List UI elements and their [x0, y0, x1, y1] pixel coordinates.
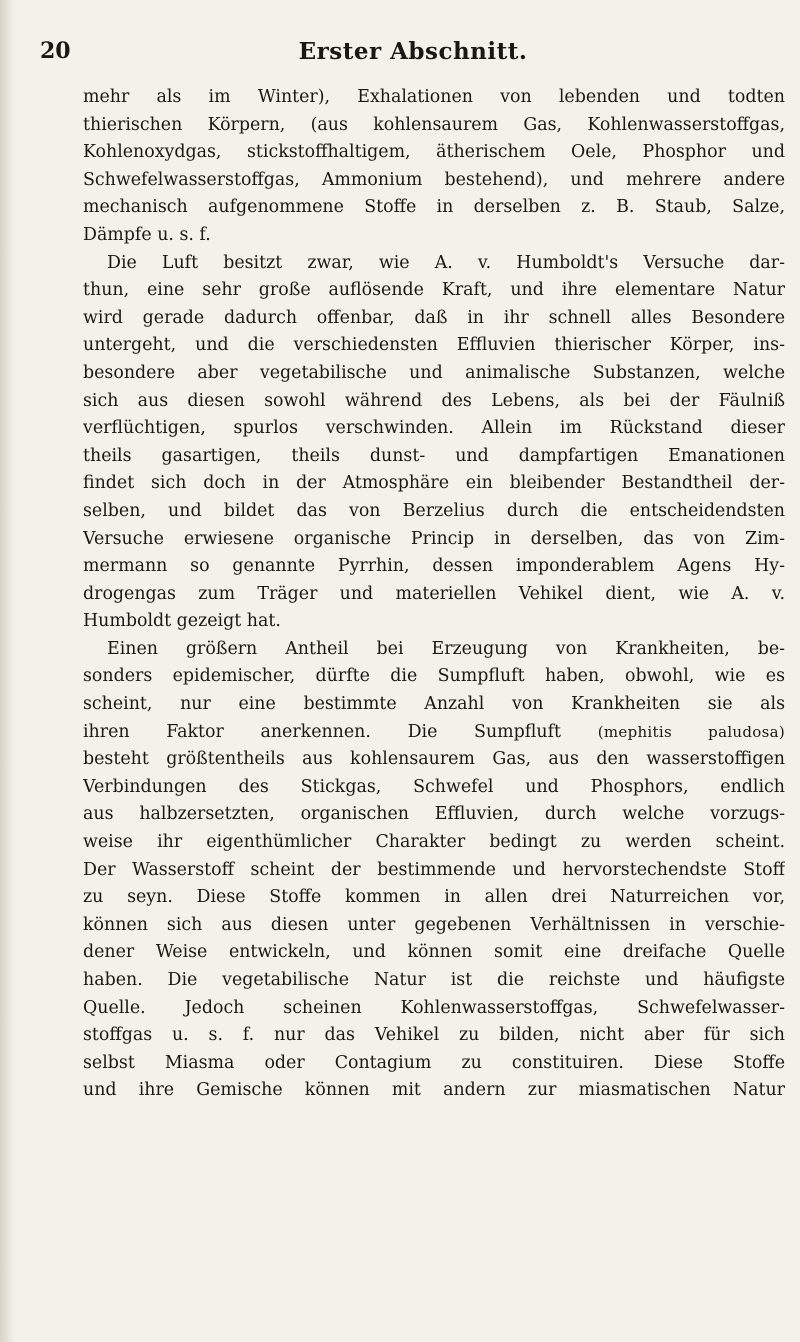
text-line: thierischen Körpern, (aus kohlensaurem Gas, Kohlenwasserstoffgas,	[83, 114, 785, 135]
text-line: Quelle. Jedoch scheinen Kohlenwasserstoffgas, Schwefelwasser-	[83, 997, 785, 1018]
page-number: 20	[40, 38, 71, 64]
text-line: aus halbzersetzten, organischen Effluvien, durch welche vorzugs-	[83, 804, 785, 825]
text-line: Schwefelwasserstoffgas, Ammonium bestehend), und mehrere andere	[83, 169, 785, 190]
running-title: Erster Abschnitt.	[298, 38, 528, 65]
text-line: drogengas zum Träger und materiellen Vehikel dient, wie A. v.	[83, 583, 785, 604]
page-header	[40, 38, 786, 72]
text-line: Versuche erwiesene organische Princip in derselben, das von Zim-	[83, 528, 785, 549]
text-line: Humboldt gezeigt hat.	[83, 611, 281, 632]
text-line: selbst Miasma oder Contagium zu constituiren. Diese Stoffe	[83, 1052, 785, 1073]
page-gutter-shadow	[0, 0, 14, 1342]
text-line-segment: ihren Faktor anerkennen. Die Sumpfluft	[83, 721, 562, 742]
text-line: findet sich doch in der Atmosphäre ein bleibender Bestandtheil der-	[83, 473, 785, 494]
text-line: stoffgas u. s. f. nur das Vehikel zu bilden, nicht aber für sich	[83, 1025, 785, 1046]
text-line: mehr als im Winter), Exhalationen von lebenden und todten	[83, 87, 785, 107]
body-text	[83, 84, 785, 1105]
text-line: thun, eine sehr große auflösende Kraft, und ihre elementare Natur	[83, 280, 785, 301]
text-line: sich aus diesen sowohl während des Lebens, als bei der Fäulniß	[83, 390, 785, 411]
latin-term: (mephitis paludosa)	[597, 722, 785, 741]
text-line: theils gasartigen, theils dunst- und dampfartigen Emanationen	[83, 445, 785, 466]
text-line: selben, und bildet das von Berzelius durch die entscheidendsten	[83, 500, 785, 521]
text-line: weise ihr eigenthümlicher Charakter bedingt zu werden scheint.	[83, 832, 785, 853]
text-line: besteht größtentheils aus kohlensaurem Gas, aus den wasserstoffigen	[83, 749, 785, 770]
text-line: dener Weise entwickeln, und können somit eine dreifache Quelle	[83, 942, 785, 963]
text-line	[83, 719, 785, 747]
text-line: scheint, nur eine bestimmte Anzahl von Krankheiten sie als	[83, 694, 785, 715]
text-line: mechanisch aufgenommene Stoffe in derselben z. B. Staub, Salze,	[83, 197, 785, 218]
text-line: verflüchtigen, spurlos verschwinden. Allein im Rückstand dieser	[83, 418, 785, 439]
text-line: und ihre Gemische können mit andern zur miasmatischen Natur	[83, 1080, 785, 1101]
text-line: Der Wasserstoff scheint der bestimmende und hervorstechendste Stoff	[83, 859, 785, 880]
text-line: haben. Die vegetabilische Natur ist die reichste und häufigste	[83, 970, 785, 990]
text-line: besondere aber vegetabilische und animalische Substanzen, welche	[83, 362, 785, 383]
text-line: sonders epidemischer, dürfte die Sumpfluft haben, obwohl, wie es	[83, 666, 785, 687]
text-line: Kohlenoxydgas, stickstoffhaltigem, ätherischem Oele, Phosphor und	[83, 142, 785, 163]
text-line: Einen größern Antheil bei Erzeugung von Krankheiten, be-	[107, 638, 785, 659]
text-line: Dämpfe u. s. f.	[83, 224, 211, 245]
text-line: mermann so genannte Pyrrhin, dessen imponderablem Agens Hy-	[83, 556, 785, 577]
text-line: Verbindungen des Stickgas, Schwefel und Phosphors, endlich	[83, 776, 785, 797]
text-line: Die Luft besitzt zwar, wie A. v. Humboldt's Versuche dar-	[107, 252, 785, 273]
text-line: zu seyn. Diese Stoffe kommen in allen drei Naturreichen vor,	[83, 887, 785, 908]
text-line: können sich aus diesen unter gegebenen Verhältnissen in verschie-	[83, 914, 785, 935]
text-line: wird gerade dadurch offenbar, daß in ihr schnell alles Besondere	[83, 307, 785, 328]
text-line: untergeht, und die verschiedensten Effluvien thierischer Körper, ins-	[83, 335, 785, 356]
